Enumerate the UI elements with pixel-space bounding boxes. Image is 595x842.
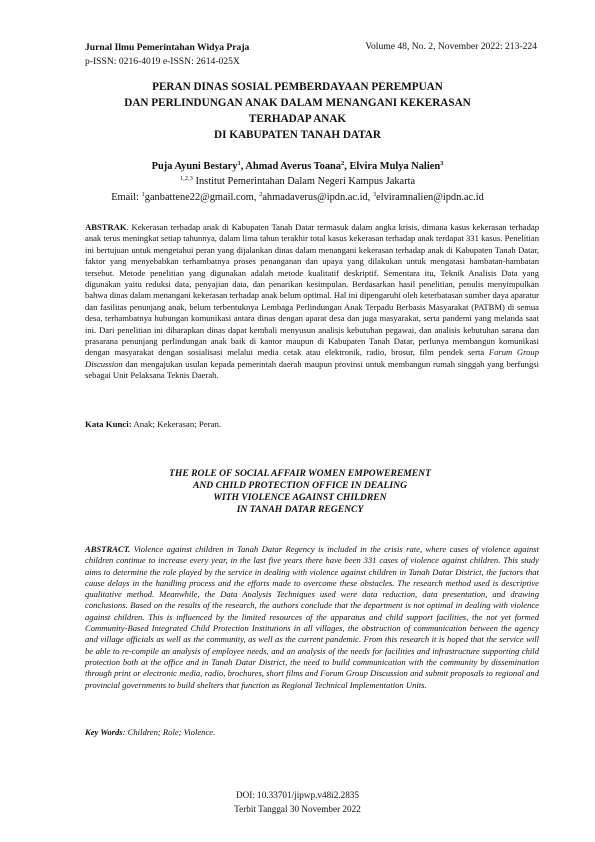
abstract-id-label: ABSTRAK xyxy=(85,222,127,232)
author-sup: 3 xyxy=(440,160,444,167)
abstract-id xyxy=(85,222,539,382)
keywords-en xyxy=(85,727,215,737)
email-address[interactable]: ahmadaverus@ipdn.ac.id, xyxy=(262,192,373,203)
author-name: Ahmad Averus Toana xyxy=(245,161,342,172)
email-prefix: Email: xyxy=(111,192,142,203)
keywords-id-text: Anak; Kekerasan; Peran. xyxy=(131,419,222,429)
volume-info: Volume 48, No. 2, November 2022: 213-224 xyxy=(365,41,537,52)
title-id-line: DI KABUPATEN TANAH DATAR xyxy=(214,129,381,141)
title-id-line: PERAN DINAS SOSIAL PEMBERDAYAAN PEREMPUAN xyxy=(152,81,443,93)
author-name: Elvira Mulya Nalien xyxy=(349,161,441,172)
title-en-line: IN TANAH DATAR REGENCY xyxy=(236,504,364,515)
doi[interactable]: DOI: 10.33701/jipwp.v48i2.2835 xyxy=(235,790,359,800)
keywords-en-text: : Children; Role; Violence. xyxy=(122,727,216,737)
author-list xyxy=(40,161,555,172)
abstract-en xyxy=(85,544,539,691)
email-sup: 1 xyxy=(141,191,145,198)
title-en-line: AND CHILD PROTECTION OFFICE IN DEALING xyxy=(192,480,408,491)
title-en-line: THE ROLE OF SOCIAL AFFAIR WOMEN EMPOWEREMENT xyxy=(169,468,431,479)
paper-title-en xyxy=(85,468,515,516)
email-address[interactable]: elviramnalien@ipdn.ac.id xyxy=(376,192,484,203)
author-separator: , xyxy=(344,161,350,172)
affiliation-sup: 1,2,3 xyxy=(179,175,193,182)
journal-name: Jurnal Ilmu Pemerintahan Widya Praja xyxy=(85,42,250,53)
keywords-id-label: Kata Kunci: xyxy=(85,419,132,429)
email-sup: 2 xyxy=(259,191,263,198)
email-line xyxy=(40,192,555,203)
journal-header xyxy=(85,41,249,69)
abstract-id-emphasis: Forum Group Discussion xyxy=(85,347,539,369)
author-separator: , xyxy=(240,161,246,172)
abstract-en-label: ABSTRACT. xyxy=(85,544,131,554)
title-en-line: WITH VIOLENCE AGAINST CHILDREN xyxy=(213,492,387,503)
publication-date: Terbit Tanggal 30 November 2022 xyxy=(234,804,361,814)
title-id-line: TERHADAP ANAK xyxy=(248,113,347,125)
author-sup: 2 xyxy=(341,160,345,167)
affiliation xyxy=(40,176,555,187)
email-address[interactable]: ganbattene22@gmail.com, xyxy=(144,192,260,203)
author-name: Puja Ayuni Bestary xyxy=(151,161,238,172)
abstract-id-text: dan mengajukan usulan kepada pemerintah daerah maupun provinsi untuk membangun rumah singgah yang berfungsi sebagai Unit Pelaksana Teknis Daerah. xyxy=(85,358,539,381)
paper-title-id xyxy=(60,79,535,143)
title-id-line: DAN PERLINDUNGAN ANAK DALAM MENANGANI KEKERASAN xyxy=(124,97,471,109)
abstract-id-text: . Kekerasan terhadap anak di Kabupaten Tanah Datar termasuk dalam angka krisis, dimana kasus kekerasan terhadap anak terus meningkat setiap tahunnya, dalam lima tahun terakhir total kasus kekerasan terhadap anak terdapat 331 kasus. Penelitian ini bertujuan untuk mengetahui peran yang dijalankan dinas dalam menangani kekerasan terhadap anak di Kabupaten Tanah Datar, faktor yang menyebabkan terhambatnya proses penanganan dan upaya yang dilakukan untuk mengatasi hambatan-hambatan tersebut. Metode penelitian yang digunakan adalah metode kualitatif deskriptif. Sementara itu, Teknik Analisis Data yang digunakan yaitu reduksi data, penyajian data, dan penarikan kesimpulan. Berdasarkan hasil penelitian, penulis menyimpulkan bahwa dinas dalam menangani kekerasan terhadap anak belum optimal. Hal ini dipengaruhi oleh keterbatasan sumber daya aparatur dan fasilitas penunjang anak, belum terbentuknya Lembaga Perlindungan Anak Terpadu Berbasis Masyarakat (PATBM) di semua desa, terhambatnya hubungan komunikasi antara dinas dengan aparat desa dan juga masyarakat, serta pandemi yang melanda saat ini. Dari penelitian ini diharapkan dinas dapat kembali menyusun analisis kebutuhan pegawai, dan analisis kebutuhan sarana dan prasarana penunjang perlindungan anak baik di kantor maupun di Kabupaten Tanah Datar, perlunya membangun komunikasi dengan masyarakat dengan sosialisasi melalui media cetak atau elektronik, radio, brosur, film pendek serta xyxy=(85,222,539,358)
keywords-en-label: Key Words xyxy=(85,727,123,737)
keywords-id xyxy=(85,419,221,429)
affiliation-text: Institut Pemerintahan Dalam Negeri Kampus Jakarta xyxy=(192,176,416,187)
issn-line: p-ISSN: 0216-4019 e-ISSN: 2614-025X xyxy=(85,56,240,67)
abstract-en-text: Violence against children in Tanah Datar Regency is included in the crisis rate, where cases of violence against children continue to increase every year, in the last five years there have been 331 cases of violence against children. This study aims to determine the role played by the service in dealing with violence against children in Tanah Datar District, the factors that cause delays in the handling process and the efforts made to overcome these obstacles. The research method used is descriptive qualitative method. Meanwhile, the Data Analysis Techniques used were data reduction, data presentation, and drawing conclusions. Based on the results of the research, the authors conclude that the department is not optimal in dealing with violence against children. This is influenced by the limited resources of the apparatus and child support facilities, the not yet formed Community-Based Integrated Child Protection Institutions in all villages, the obstruction of communication between the agency and village officials as well as the community, as well as the current pandemic. From this research it is hoped that the service will be able to re-compile an analysis of employee needs, and an analysis of the needs for facilities and infrastructure supporting child protection both at the office and in Tanah Datar District, the need to build communication with the community by dissemination through print or electronic media, radio, brochures, short films and Forum Group Discussion and submit proposals to regional and provincial governments to build shelters that function as Regional Technical Implementation Units. xyxy=(85,544,539,690)
author-sup: 1 xyxy=(237,160,241,167)
email-sup: 3 xyxy=(372,191,377,198)
